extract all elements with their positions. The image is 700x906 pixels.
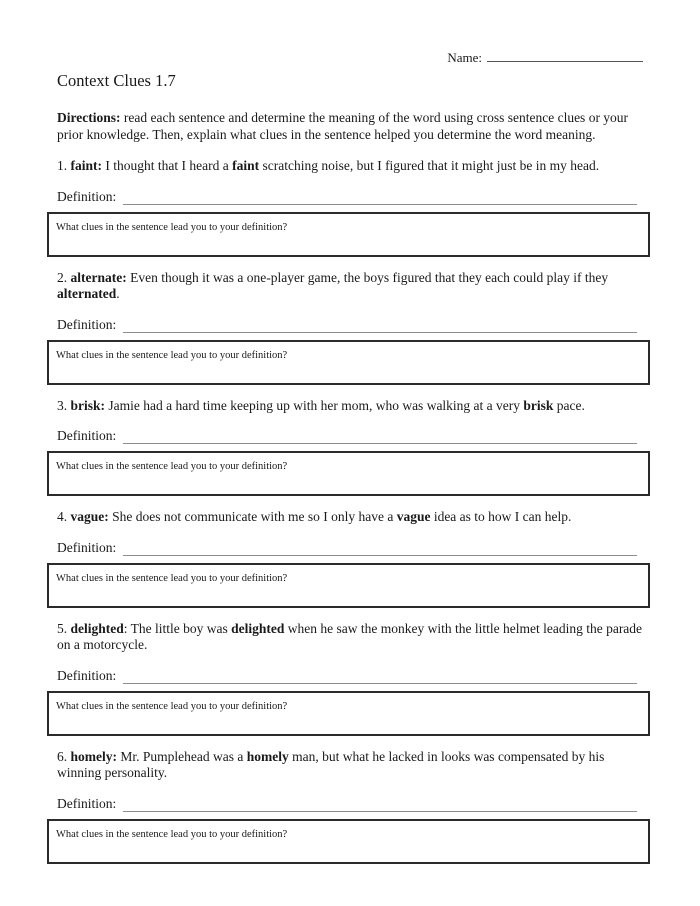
page-title: Context Clues 1.7 <box>57 71 176 90</box>
definition-label: Definition: <box>57 188 117 204</box>
target-word: homely <box>246 748 289 764</box>
definition-row <box>57 793 637 812</box>
definition-row <box>57 537 637 556</box>
definition-label: Definition: <box>57 539 117 555</box>
target-word: alternated <box>57 286 117 301</box>
question-block <box>57 749 650 864</box>
target-word: vague <box>396 509 431 524</box>
sentence-text: . <box>116 286 120 301</box>
definition-answer-line[interactable] <box>123 542 637 556</box>
clue-answer-box[interactable] <box>47 451 650 496</box>
sentence-text: 5. <box>57 620 71 636</box>
clue-answer-box[interactable] <box>47 819 650 864</box>
question-sentence <box>57 158 650 175</box>
question-block <box>57 509 650 608</box>
clue-answer-box[interactable] <box>47 340 650 385</box>
target-word: brisk <box>523 397 554 413</box>
sentence-text: 2. <box>57 269 71 285</box>
sentence-text: Even though it was a one-player game, the boys figured that they each could play if they <box>126 269 609 285</box>
definition-answer-line[interactable] <box>123 798 637 812</box>
definition-row <box>57 314 637 333</box>
definition-label: Definition: <box>57 795 117 811</box>
definition-answer-line[interactable] <box>123 319 637 333</box>
clue-answer-box[interactable] <box>47 691 650 736</box>
sentence-text: when he saw the monkey with the little helmet leading the parade on a motorcycle. <box>57 620 643 652</box>
sentence-text: She does not communicate with me so I only have a <box>108 509 397 524</box>
sentence-text: Jamie had a hard time keeping up with her mom, who was walking at a very <box>105 397 524 413</box>
sentence-text: man, but what he lacked in looks was compensated by his winning personality. <box>57 748 605 780</box>
sentence-text: 1. <box>57 158 71 173</box>
definition-row <box>57 186 637 205</box>
target-word: alternate: <box>70 269 127 285</box>
target-word: delighted <box>231 620 285 636</box>
clue-prompt: What clues in the sentence lead you to your definition? <box>56 828 288 840</box>
definition-label: Definition: <box>57 667 117 683</box>
target-word: vague: <box>70 509 109 524</box>
question-sentence <box>57 749 650 782</box>
target-word: homely: <box>70 748 117 764</box>
name-row <box>57 50 643 67</box>
clue-prompt: What clues in the sentence lead you to your definition? <box>56 221 288 233</box>
target-word: faint <box>232 158 260 173</box>
question-block <box>57 398 650 497</box>
question-sentence <box>57 270 650 303</box>
question-block <box>57 621 650 736</box>
directions-label: Directions: <box>57 110 121 125</box>
question-block <box>57 158 650 257</box>
clue-prompt: What clues in the sentence lead you to your definition? <box>56 700 288 712</box>
clue-prompt: What clues in the sentence lead you to your definition? <box>56 461 288 472</box>
target-word: brisk: <box>70 397 106 413</box>
sentence-text: 3. <box>57 397 71 413</box>
sentence-text: : The little boy was <box>123 620 232 636</box>
name-label: Name: <box>447 50 482 65</box>
definition-answer-line[interactable] <box>123 670 637 684</box>
definition-row <box>57 425 637 444</box>
clue-prompt: What clues in the sentence lead you to your definition? <box>56 349 288 361</box>
questions-list <box>57 158 650 864</box>
target-word: delighted <box>70 620 124 636</box>
sentence-text: I thought that I heard a <box>102 158 233 173</box>
name-line[interactable] <box>487 50 643 62</box>
sentence-text: scratching noise, but I figured that it might just be in my head. <box>259 158 600 173</box>
directions-text: read each sentence and determine the meaning of the word using cross sentence clues or your prior knowledge. Then, explain what clues in the sentence helped you determine the word meaning. <box>57 110 629 142</box>
question-sentence <box>57 621 650 654</box>
question-sentence <box>57 398 650 415</box>
definition-answer-line[interactable] <box>123 191 637 205</box>
definition-row <box>57 665 637 684</box>
sentence-text: pace. <box>553 397 585 413</box>
definition-label: Definition: <box>57 428 117 443</box>
directions <box>57 110 650 143</box>
sentence-text: 4. <box>57 509 71 524</box>
sentence-text: Mr. Pumplehead was a <box>117 748 247 764</box>
clue-answer-box[interactable] <box>47 563 650 608</box>
sentence-text: idea as to how I can help. <box>430 509 572 524</box>
sentence-text: 6. <box>57 748 71 764</box>
definition-label: Definition: <box>57 316 117 332</box>
question-block <box>57 270 650 385</box>
definition-answer-line[interactable] <box>123 430 637 444</box>
clue-answer-box[interactable] <box>47 212 650 257</box>
target-word: faint: <box>70 158 102 173</box>
clue-prompt: What clues in the sentence lead you to your definition? <box>56 572 288 584</box>
question-sentence <box>57 509 650 526</box>
